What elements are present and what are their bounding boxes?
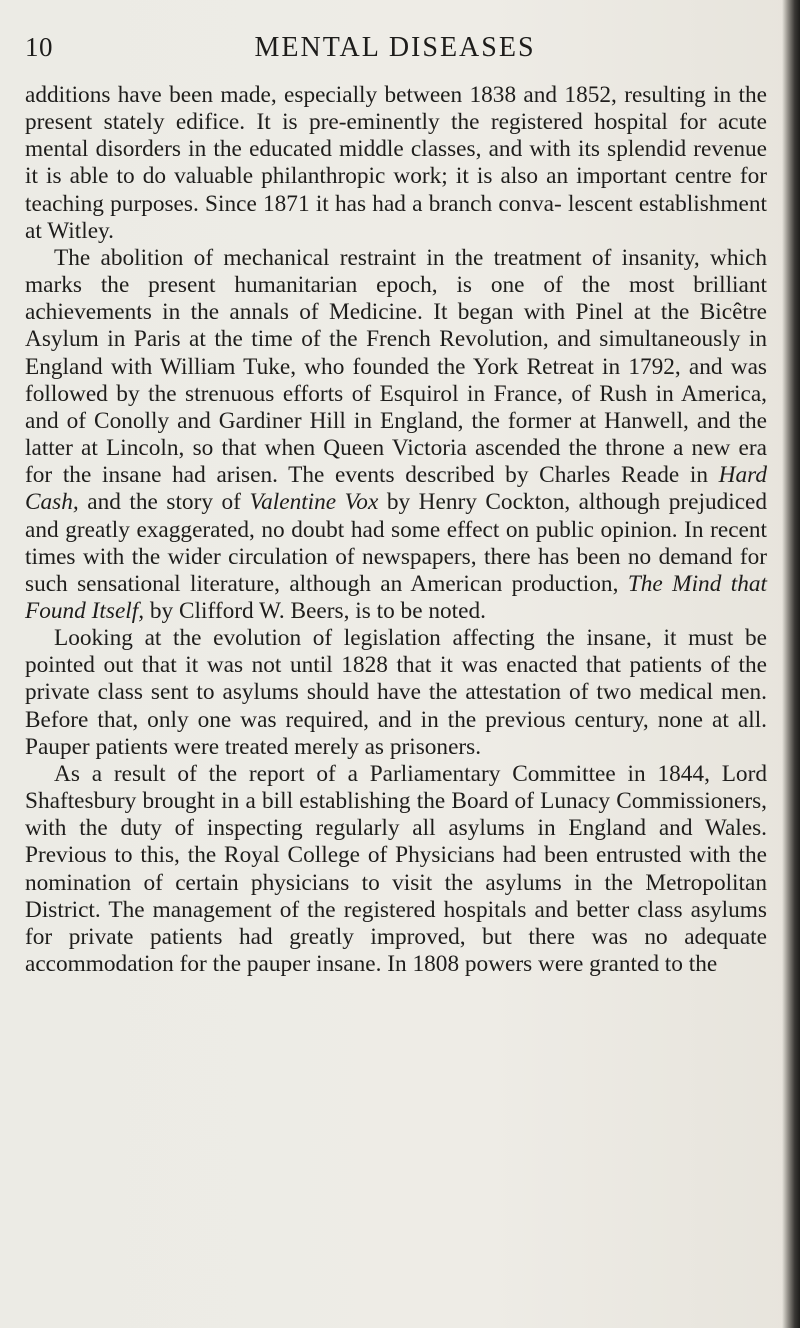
page-header [25, 28, 765, 72]
paragraph-2-text-a: The abolition of mechanical restraint in the treatment of insanity, which marks the present humanitarian epoch, is one of the most brilliant achievements in the annals of Medicine. It began with Pinel at the Bicêtre Asylum in Paris at the time of the French Revolution, and simultaneously in England with William Tuke, who founded the York Retreat in 1792, and was followed by the strenuous efforts of Esquirol in France, of Rush in America, and of Conolly and Gardiner Hill in England, the former at Hanwell, and the latter at Lincoln, so that when Queen Victoria ascended the throne a new era for the insane had arisen. The events described by Charles Reade in [25, 244, 767, 489]
paragraph-2-text-c: by Henry Cockton, although prejudiced and greatly exaggerated, no doubt had some effect on public opinion. In recent times with the wider circulation of newspapers, there has been no demand for such sensational literature, although an American production, [25, 489, 768, 597]
paragraph-4: As a result of the report of a Parliamentary Committee in 1844, Lord Shaftesbury brought in a bill establishing the Board of Lunacy Commissioners, with the duty of inspecting regularly all asylums in England and Wales. Previous to this, the Royal College of Physicians had been entrusted with the nomination of certain physicians to visit the asylums in the Metropolitan District. The management of the registered hospitals and better class asylums for private patients had greatly improved, but there was no adequate accommodation for the pauper insane. In 1808 powers were granted to the [25, 760, 767, 977]
paragraph-1: additions have been made, especially between 1838 and 1852, resulting in the present stately edifice. It is pre-eminently the registered hospital for acute mental disorders in the educated middle classes, and with its splendid revenue it is able to do valuable philanthropic work; it is also an important centre for teaching purposes. Since 1871 it has had a branch conva- lescent establishment at Witley. [25, 82, 767, 244]
paragraph-2-text-d: by Clifford W. Beers, is to be noted. [149, 597, 486, 624]
paragraph-2-text-b: and the story of [87, 489, 241, 516]
page-number: 10 [25, 32, 53, 62]
paragraph-3: Looking at the evolution of legislation affecting the insane, it must be pointed out that it was not until 1828 that it was enacted that patients of the private class sent to asylums should have the attestation of two medical men. Before that, only one was required, and in the previous century, none at all. Pauper patients were treated merely as prisoners. [25, 625, 767, 760]
book-title-hard-cash: Hard Cash, [25, 462, 767, 516]
book-title-valentine-vox: Valentine Vox [249, 489, 379, 516]
running-head: MENTAL DISEASES [254, 32, 536, 63]
body-text [25, 82, 767, 978]
paragraph-2 [25, 245, 767, 625]
book-title-mind-that-found-itself: The Mind that Found Itself, [25, 570, 768, 624]
page-edge-shadow [782, 0, 800, 1328]
